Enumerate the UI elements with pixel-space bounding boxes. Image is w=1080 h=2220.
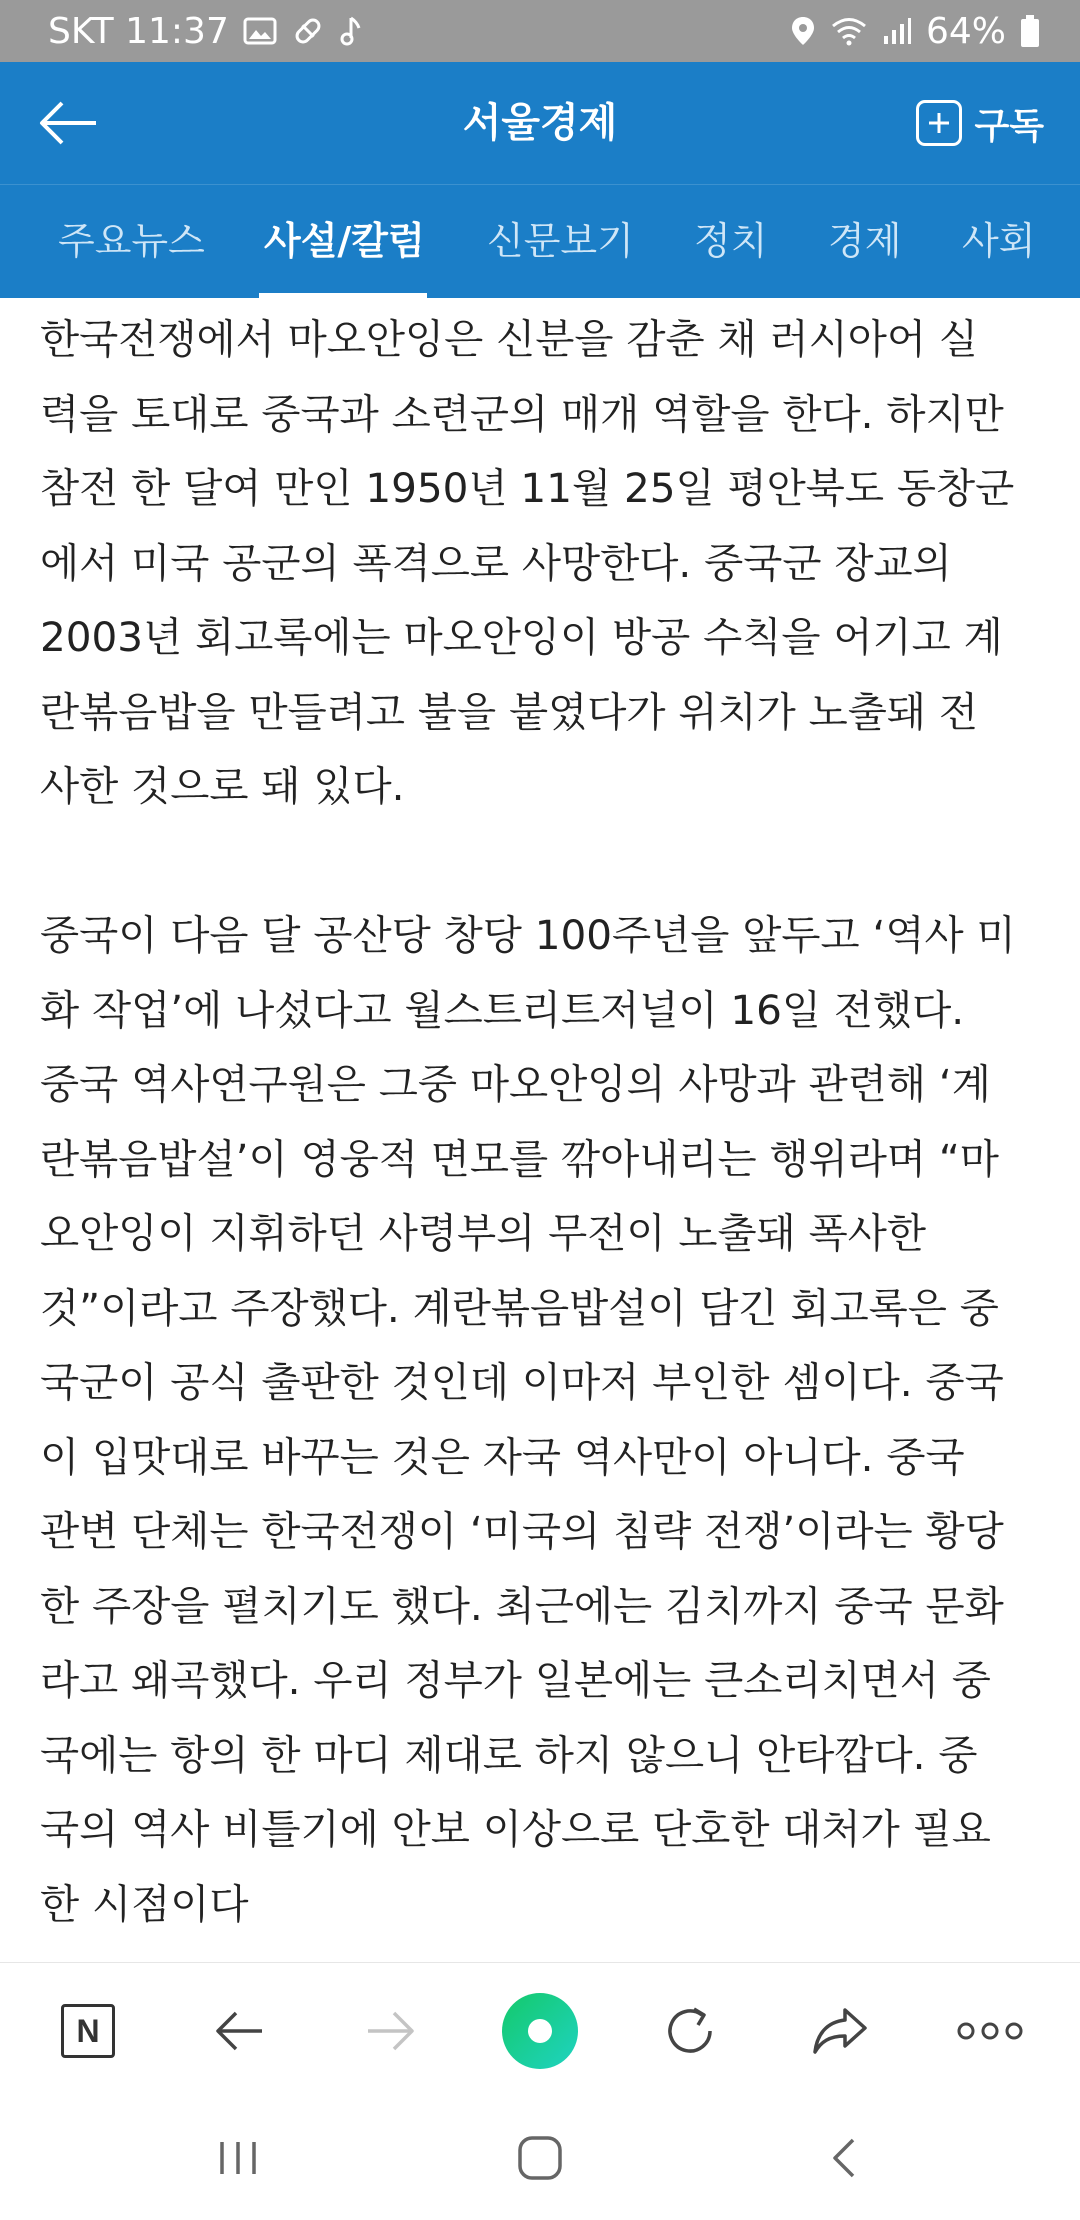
tab-label: 사회 <box>962 219 1036 263</box>
home-button[interactable] <box>500 2124 580 2192</box>
carrier-time: SKT 11:37 <box>48 10 229 52</box>
tab-society[interactable] <box>962 185 1035 299</box>
home-icon <box>516 2134 564 2182</box>
article-paragraph-1: 한국전쟁에서 마오안잉은 신분을 감춘 채 러시아어 실 력을 토대로 중국과 소련군의 매개 역할을 한다. 하지만 참전 한 달여 만인 1950년 11월 25일 평안북도 동창군 에서 미국 공군의 폭격으로 사망한다. 중국군 장교의 2003년 회고록에는 마오안잉이 방공 수칙을 어기고 계 란볶음밥을 만들려고 불을 붙였다가 위치가 노출돼 전 사한 것으로 돼 있다. <box>40 315 1015 810</box>
tab-label: 신문보기 <box>487 219 634 263</box>
back-icon <box>829 2136 859 2180</box>
tab-label: 경제 <box>828 219 902 263</box>
battery-icon <box>1020 14 1040 48</box>
paragraph-spacer <box>40 824 1044 899</box>
tab-label: 주요뉴스 <box>58 219 205 263</box>
share-icon <box>811 2006 869 2056</box>
n-label: N <box>76 2012 100 2049</box>
more-button[interactable] <box>950 1991 1030 2071</box>
status-right <box>790 0 1040 62</box>
tab-label: 사설/칼럼 <box>264 219 425 263</box>
article-body <box>40 298 1044 1962</box>
article-paragraph-2: 중국이 다음 달 공산당 창당 100주년을 앞두고 ‘역사 미 화 작업’에 나섰다고 월스트리트저널이 16일 전했다. 중국 역사연구원은 그중 마오안잉의 사망과 관련해 ‘계 란볶음밥설’이 영웅적 면모를 깎아내리는 행위라며 “마 오안잉이 지휘하던 사령부의 무전이 노출돼 폭사한 것”이라고 주장했다. 계란볶음밥설이 담긴 회고록은 중 국군이 공식 출판한 것인데 이마저 부인한 셈이다. 중국 이 입맛대로 바꾸는 것은 자국 역사만이 아니다. 중국 관변 단체는 한국전쟁이 ‘미국의 침략 전쟁’이라는 황당 한 주장을 펼치기도 했다. 최근에는 김치까지 중국 문화 라고 왜곡했다. 우리 정부가 일본에는 큰소리치면서 중 국에는 항의 한 마디 제대로 하지 않으니 안타깝다. 중 국의 역사 비틀기에 안보 이상으로 단호한 대처가 필요 한 시점이다 <box>40 911 1016 1928</box>
back-arrow-icon <box>38 100 100 146</box>
naver-home-button[interactable] <box>48 1991 128 2071</box>
tab-editorial-column[interactable] <box>264 185 425 299</box>
refresh-button[interactable] <box>650 1991 730 2071</box>
browser-back-button[interactable] <box>200 1991 280 2071</box>
recent-apps-icon <box>216 2138 260 2178</box>
more-icon <box>957 2021 1023 2041</box>
tab-newspaper-view[interactable] <box>487 185 634 299</box>
plus-icon <box>916 100 962 146</box>
back-arrow-icon <box>214 2009 266 2053</box>
browser-forward-button[interactable] <box>350 1991 430 2071</box>
browser-toolbar <box>0 1962 1080 2096</box>
share-button[interactable] <box>800 1991 880 2071</box>
naver-n-icon <box>61 2004 115 2058</box>
app-header <box>0 62 1080 184</box>
green-dot-button[interactable] <box>500 1991 580 2071</box>
image-icon <box>243 16 277 46</box>
tab-economy[interactable] <box>828 185 901 299</box>
pill-icon <box>291 14 325 48</box>
signal-icon <box>882 16 912 46</box>
wifi-icon <box>830 16 868 46</box>
battery-percent: 64% <box>925 10 1006 52</box>
music-note-icon <box>339 14 363 48</box>
tab-main-news[interactable] <box>58 185 205 299</box>
tab-politics[interactable] <box>694 185 767 299</box>
recent-apps-button[interactable] <box>198 2124 278 2192</box>
subscribe-button[interactable] <box>916 94 1044 152</box>
location-icon <box>790 15 816 47</box>
back-button[interactable] <box>34 92 104 154</box>
status-bar <box>0 0 1080 62</box>
section-tabs <box>0 184 1080 298</box>
forward-arrow-icon <box>364 2009 416 2053</box>
system-nav-bar <box>0 2096 1080 2220</box>
refresh-icon <box>662 2003 718 2059</box>
green-dot-icon <box>500 1991 580 2071</box>
page-title: 서울경제 <box>462 100 618 146</box>
tab-label: 정치 <box>694 219 768 263</box>
status-left <box>0 11 363 52</box>
subscribe-label: 구독 <box>974 105 1044 147</box>
system-back-button[interactable] <box>804 2124 884 2192</box>
